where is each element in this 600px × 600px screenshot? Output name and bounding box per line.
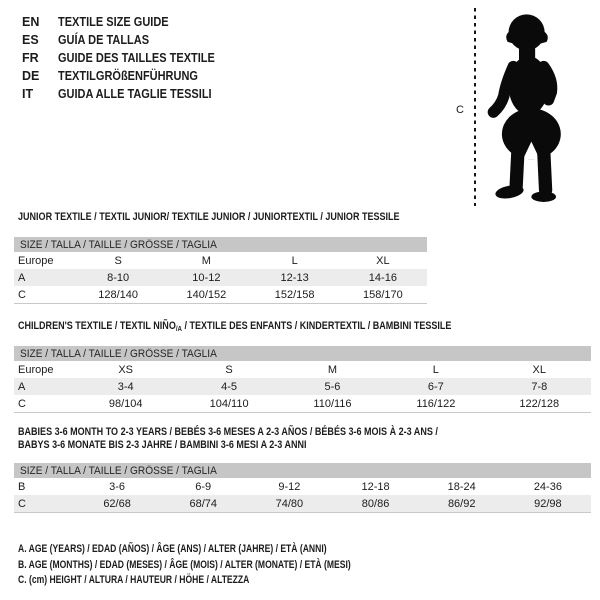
children-section-title (14, 320, 591, 335)
row-label-cell: A (14, 269, 74, 286)
table-header-row (14, 237, 427, 252)
height-dashed-line (474, 8, 476, 206)
row-label-cell: B (18, 480, 26, 493)
table-header-row (14, 463, 591, 478)
row-label-cell: Europe (18, 363, 54, 376)
value-cell: 128/140 (98, 288, 138, 301)
value-cell: 7-8 (488, 378, 591, 395)
sizes-row (14, 361, 591, 378)
legend-line-c: C. (cm) HEIGHT / ALTURA / HAUTEUR / HÖHE / ALTEZZA (18, 574, 250, 586)
size-cell: XL (532, 363, 547, 376)
age-row (14, 269, 427, 286)
size-cell: M (327, 363, 338, 376)
age-row (14, 378, 591, 395)
lang-label-fr: GUIDE DES TAILLES TEXTILE (58, 51, 215, 65)
size-header-label: SIZE / TALLA / TAILLE / GRÖSSE / TAGLIA (20, 347, 217, 360)
lang-label-es: GUÍA DE TALLAS (58, 33, 150, 47)
lang-row-it (22, 85, 236, 103)
size-cell: S (225, 363, 233, 376)
height-row (14, 395, 591, 413)
size-header-label: SIZE / TALLA / TAILLE / GRÖSSE / TAGLIA (20, 464, 217, 477)
value-cell: 6-7 (384, 378, 487, 395)
row-label-cell: Europe (18, 254, 54, 267)
size-cell: XS (118, 363, 134, 376)
value-cell: 68/74 (160, 495, 246, 513)
value-cell: 80/86 (332, 495, 418, 513)
value-cell: 158/170 (362, 288, 403, 301)
value-cell: 104/110 (209, 397, 249, 410)
lang-code-en: EN (22, 15, 40, 29)
lang-code-es: ES (22, 33, 39, 47)
tables-area (14, 211, 591, 589)
junior-section-title (14, 211, 591, 224)
size-cell: L (291, 254, 298, 267)
junior-size-table (14, 237, 427, 304)
value-cell: 122/128 (519, 397, 560, 410)
value-cell: 3-6 (109, 480, 126, 493)
value-cell: 86/92 (419, 495, 505, 513)
lang-code-it: IT (22, 87, 34, 101)
table-header-row (14, 346, 591, 361)
value-cell: 98/104 (108, 397, 143, 410)
height-row (14, 286, 427, 304)
lang-row-es (22, 31, 236, 49)
value-cell: 14-16 (339, 269, 427, 286)
row-label-cell: A (14, 378, 74, 395)
value-cell: 6-9 (195, 480, 212, 493)
lang-row-en (22, 13, 236, 31)
value-cell: 92/98 (505, 495, 591, 513)
row-label-cell: C (18, 397, 26, 410)
value-cell: 116/122 (416, 397, 456, 410)
value-cell: 4-5 (177, 378, 280, 395)
lang-label-de: TEXTILGRÖßENFÜHRUNG (58, 69, 198, 83)
language-title-block (22, 13, 236, 103)
height-measure-label: C (456, 104, 464, 116)
lang-label-en: TEXTILE SIZE GUIDE (58, 15, 169, 29)
size-header-label: SIZE / TALLA / TAILLE / GRÖSSE / TAGLIA (20, 238, 217, 251)
toddler-silhouette-icon (481, 2, 595, 210)
value-cell: 3-4 (74, 378, 177, 395)
legend-block (14, 542, 591, 589)
size-cell: M (201, 254, 211, 267)
legend-line-b: B. AGE (MONTHS) / EDAD (MESES) / ÂGE (MOIS) / ALTER (MONATE) / ETÀ (MESI) (18, 558, 351, 571)
value-cell: 9-12 (278, 480, 301, 493)
row-label-cell: C (18, 288, 26, 301)
value-cell: 152/158 (274, 288, 315, 301)
size-cell: XL (376, 254, 390, 267)
value-cell: 62/68 (74, 495, 160, 513)
height-row (14, 495, 591, 513)
babies-section-title (14, 426, 591, 452)
junior-section-title-text: JUNIOR TEXTILE / TEXTIL JUNIOR/ TEXTILE JUNIOR / JUNIORTEXTIL / JUNIOR TESSILE (18, 211, 400, 223)
legend-line-a: A. AGE (YEARS) / EDAD (AÑOS) / ÂGE (ANS) / ALTER (JAHRE) / ETÀ (ANNI) (18, 543, 327, 555)
children-section-title-text: CHILDREN'S TEXTILE / TEXTIL $NIÑO_{/A}$ / TEXTILE DES ENFANTS / KINDERTEXTIL / BAMBINI TESSILE (18, 320, 452, 333)
babies-size-table (14, 463, 591, 513)
row-label-cell: C (14, 495, 74, 513)
children-size-table (14, 346, 591, 413)
age-months-row (14, 478, 591, 495)
size-cell: L (432, 363, 439, 376)
value-cell: 74/80 (246, 495, 332, 513)
value-cell: 10-12 (162, 269, 250, 286)
value-cell: 8-10 (74, 269, 162, 286)
value-cell: 18-24 (447, 480, 476, 493)
nino-a-subscript: /A (175, 324, 182, 333)
lang-row-fr (22, 49, 236, 67)
size-cell: S (114, 254, 122, 267)
babies-title-line2: BABYS 3-6 MONATE BIS 2-3 JAHRE / BAMBINI 3-6 MESI A 2-3 ANNI (18, 439, 307, 451)
value-cell: 110/116 (313, 397, 352, 410)
babies-title-line1: BABIES 3-6 MONTH TO 2-3 YEARS / BEBÉS 3-6 MESES A 2-3 AÑOS / BÉBÉS 3-6 MOIS À 2-3 ANS / (18, 426, 438, 438)
lang-row-de (22, 67, 236, 85)
value-cell: 12-18 (361, 480, 390, 493)
lang-code-fr: FR (22, 51, 39, 65)
value-cell: 24-36 (533, 480, 562, 493)
lang-code-de: DE (22, 69, 40, 83)
sizes-row (14, 252, 427, 269)
value-cell: 140/152 (186, 288, 227, 301)
lang-label-it: GUIDA ALLE TAGLIE TESSILI (58, 87, 212, 101)
value-cell: 5-6 (281, 378, 384, 395)
value-cell: 12-13 (251, 269, 339, 286)
